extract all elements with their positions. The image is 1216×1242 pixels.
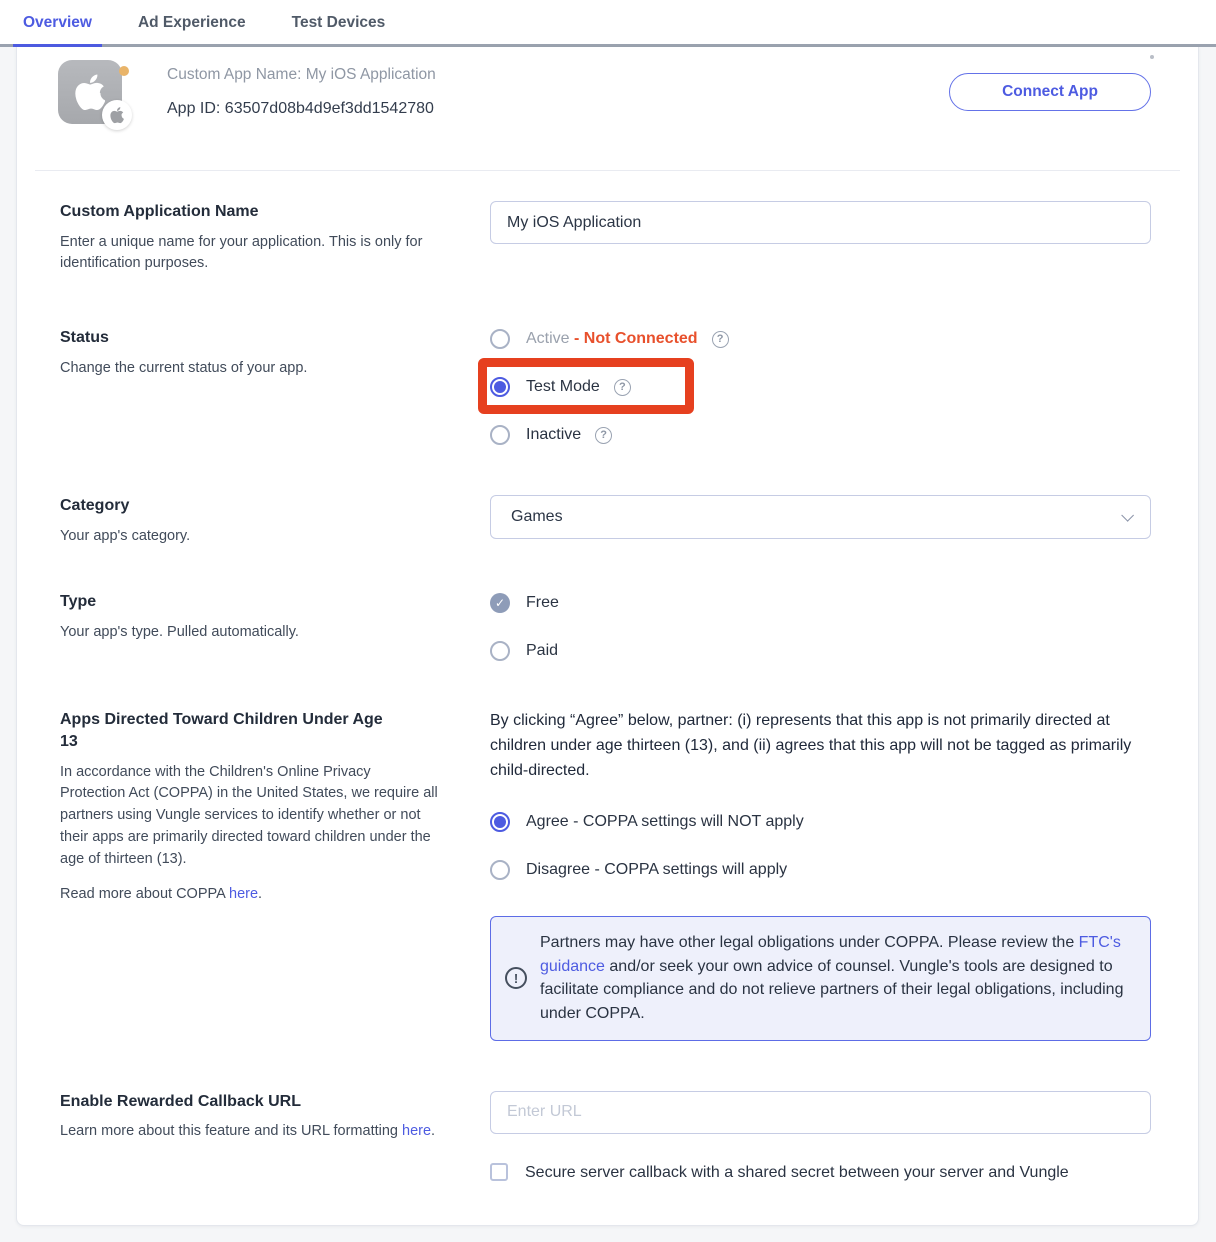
type-description: Your app's type. Pulled automatically. [60, 624, 299, 641]
app-header [17, 47, 1198, 170]
type-row [60, 591, 1151, 663]
chevron-down-icon [1121, 509, 1134, 522]
custom-name-label-col [60, 201, 490, 275]
custom-name-label: Custom Application Name [60, 203, 259, 220]
ui-dot [1150, 55, 1154, 59]
coppa-option-disagree[interactable] [490, 858, 1151, 882]
ftc-guidance-link[interactable]: FTC's guidance [540, 933, 1121, 975]
radio-test-mode[interactable] [490, 377, 510, 397]
apple-badge-icon [102, 100, 132, 130]
check-circle-icon: ✓ [490, 593, 510, 613]
status-active-label: Active - Not Connected [526, 330, 698, 348]
radio-paid [490, 641, 510, 661]
callback-url-input[interactable] [490, 1091, 1151, 1134]
category-label-col [60, 495, 490, 547]
custom-name-description: Enter a unique name for your application. This is only for identification purposes. [60, 233, 423, 272]
custom-name-row [60, 201, 1151, 275]
radio-agree[interactable] [490, 812, 510, 832]
custom-name-input[interactable] [490, 201, 1151, 244]
app-id-line: App ID: 63507d08b4d9ef3dd1542780 [167, 100, 434, 117]
status-option-test-mode[interactable] [490, 375, 1151, 399]
type-label: Type [60, 593, 97, 611]
help-icon[interactable]: ? [614, 379, 631, 396]
category-select[interactable] [490, 495, 1151, 539]
category-description: Your app's category. [60, 527, 191, 544]
settings-form [17, 171, 1198, 1225]
secure-callback-checkbox[interactable] [490, 1163, 508, 1181]
coppa-row [60, 709, 1151, 1040]
secure-callback-label: Secure server callback with a shared secret between your server and Vungle [525, 1163, 1069, 1181]
category-selected-value: Games [511, 508, 563, 526]
help-icon[interactable]: ? [712, 331, 729, 348]
type-label-col [60, 591, 490, 643]
coppa-label: Apps Directed Toward Children Under Age 13 [60, 711, 383, 751]
coppa-read-more: Read more about COPPA here. [60, 886, 263, 903]
coppa-description: In accordance with the Children's Online Privacy Protection Act (COPPA) in the United States, we require all partners using Vungle services to identify whether or not their apps are primarily directed toward children under the age of thirteen (13). [60, 763, 438, 867]
status-row [60, 327, 1151, 447]
secure-callback-option[interactable] [490, 1161, 1151, 1186]
status-inactive-label: Inactive [526, 426, 582, 444]
connect-app-button[interactable]: Connect App [949, 73, 1151, 111]
app-icon-wrap [58, 60, 122, 124]
callback-row [60, 1091, 1151, 1186]
radio-inactive[interactable] [490, 425, 510, 445]
status-dot [119, 66, 129, 76]
tab-bar [0, 0, 1216, 47]
status-label: Status [60, 329, 109, 347]
type-paid-label: Paid [526, 642, 559, 660]
coppa-here-link[interactable]: here [229, 886, 259, 903]
status-label-col [60, 327, 490, 379]
radio-active[interactable] [490, 329, 510, 349]
type-free-label: Free [526, 594, 559, 612]
coppa-notice-box [490, 916, 1151, 1041]
callback-description: Learn more about this feature and its URL formatting here. [60, 1123, 436, 1140]
info-icon: ! [505, 967, 527, 989]
status-option-inactive[interactable] [490, 423, 1151, 447]
coppa-option-agree[interactable] [490, 810, 1151, 834]
status-option-active[interactable] [490, 327, 1151, 351]
tab-test-devices[interactable]: Test Devices [291, 14, 386, 31]
category-row [60, 495, 1151, 547]
coppa-label-col [60, 709, 490, 906]
type-option-free [490, 591, 1151, 615]
help-icon[interactable]: ? [595, 427, 612, 444]
status-description: Change the current status of your app. [60, 359, 308, 376]
callback-label-col [60, 1091, 490, 1143]
coppa-agree-label: Agree - COPPA settings will NOT apply [526, 812, 804, 830]
tab-ad-experience[interactable]: Ad Experience [137, 14, 246, 31]
type-option-paid [490, 639, 1151, 663]
callback-here-link[interactable]: here [402, 1123, 432, 1140]
app-header-text [167, 60, 949, 118]
coppa-disagree-label: Disagree - COPPA settings will apply [526, 860, 788, 878]
coppa-agreement-text: By clicking “Agree” below, partner: (i) represents that this app is not primarily directed at children under age thirteen (13), and (ii) agrees that this app will not be tagged as primarily child-directed. [490, 712, 1132, 780]
coppa-notice-text: Partners may have other legal obligations under COPPA. Please review the FTC's guidance and/or seek your own advice of counsel. Vungle's tools are designed to facilitate compliance and do not relieve partners of their legal obligations, including under COPPA. [540, 933, 1124, 1022]
category-label: Category [60, 497, 130, 515]
app-settings-card [16, 47, 1199, 1226]
radio-disagree[interactable] [490, 860, 510, 880]
callback-label: Enable Rewarded Callback URL [60, 1092, 301, 1110]
tab-overview[interactable]: Overview [13, 0, 102, 47]
status-test-mode-label: Test Mode [526, 378, 600, 396]
custom-app-name-line: Custom App Name: My iOS Application [167, 66, 436, 83]
